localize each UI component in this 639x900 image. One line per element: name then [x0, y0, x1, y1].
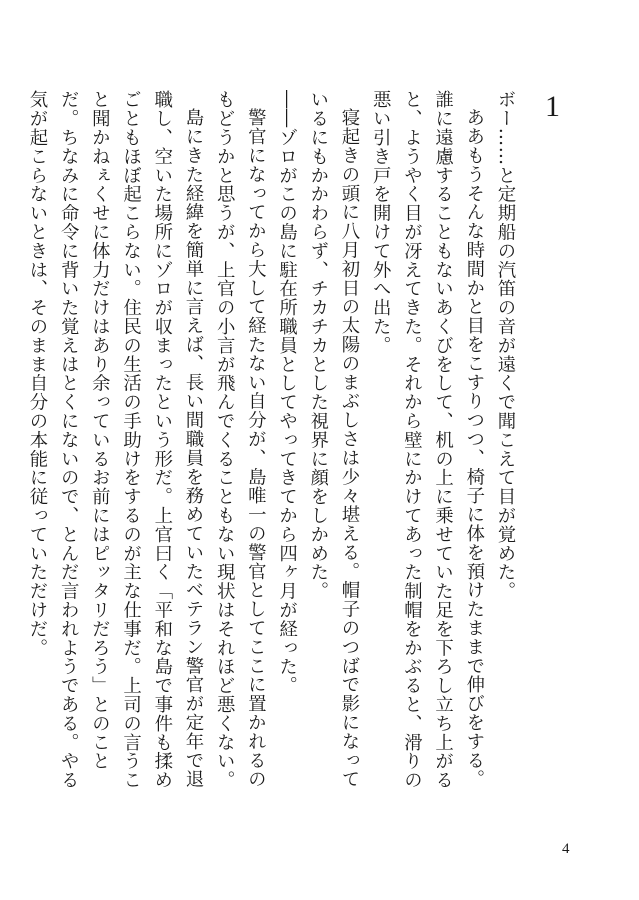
paragraph: ――ゾロがこの島に駐在所職員としてやってきてから四ヶ月が経った。: [276, 90, 298, 695]
body-text: [26, 90, 521, 790]
page-number: 4: [562, 841, 570, 857]
paragraph: 警官になってから大して経たない自分が、島唯一の警官としてここに置かれるのもどうかと思うが、上官の小言が飛んでくることもない現状はそれほど悪くない。: [214, 90, 267, 790]
paragraph: 寝起きの頭に八月初日の太陽のまぶしさは少々堪える。帽子のつばで影になっているにもかかわらず、チカチカとした視界に顔をしかめた。: [307, 90, 360, 789]
paragraph: ボー……と定期船の汽笛の音が遠くで聞こえて目が覚めた。: [495, 90, 516, 601]
paragraph: ああもうそんな時間かと目をこすりつつ、椅子に体を預けたままで伸びをする。誰に遠慮することもないあくびをして、机の上に乗せていた足を下ろし立ち上がると、ようやく目が冴えてきた。それから壁にかけてあった制帽をかぶると、滑りの悪い引き戸を開けて外へ出た。: [370, 90, 485, 790]
paragraph: 島にきた経緯を簡単に言えば、長い間職員を務めていたベテラン警官が定年で退職し、空いた場所にゾロが収まったという形だ。上官曰く「平和な島で事件も揉めごともほぼ起こらない。住民の生活の手助けをするのが主な仕事だ。上司の言うこと聞かねぇくせに体力だけはあり余っているお前にはピッタリだろう」とのことだ。ちなみに命令に背いた覚えはとくにないので、とんだ言われようである。やる気が起こらないときは、そのまま自分の本能に従っていただけだ。: [26, 90, 204, 790]
chapter-number: 1: [545, 90, 560, 123]
